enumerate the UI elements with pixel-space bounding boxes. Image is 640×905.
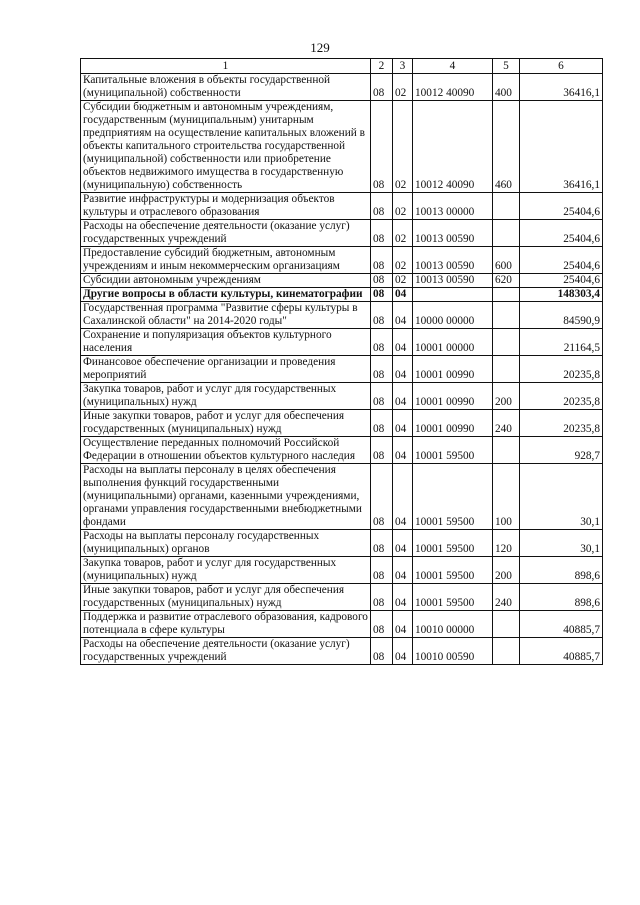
row-section: 08	[371, 557, 393, 584]
row-subsection: 02	[393, 101, 413, 193]
row-expense-type	[493, 611, 520, 638]
row-amount: 20235,8	[520, 356, 603, 383]
table-row	[81, 356, 603, 383]
row-amount: 25404,6	[520, 247, 603, 274]
row-amount: 25404,6	[520, 274, 603, 288]
header-col-4: 4	[413, 59, 493, 74]
row-amount: 20235,8	[520, 410, 603, 437]
row-subsection: 04	[393, 288, 413, 302]
row-expense-type	[493, 220, 520, 247]
row-expense-type	[493, 329, 520, 356]
row-subsection: 04	[393, 557, 413, 584]
row-section: 08	[371, 193, 393, 220]
table-row	[81, 410, 603, 437]
header-col-6: 6	[520, 59, 603, 74]
row-amount: 84590,9	[520, 302, 603, 329]
row-subsection: 02	[393, 74, 413, 101]
row-target-article: 10012 40090	[413, 101, 493, 193]
row-expense-type: 240	[493, 584, 520, 611]
row-section: 08	[371, 584, 393, 611]
row-expense-type: 400	[493, 74, 520, 101]
row-expense-type	[493, 288, 520, 302]
row-section: 08	[371, 220, 393, 247]
row-amount: 30,1	[520, 464, 603, 530]
row-amount: 898,6	[520, 584, 603, 611]
row-expense-type: 200	[493, 383, 520, 410]
row-expense-type	[493, 437, 520, 464]
budget-table	[80, 58, 603, 665]
row-section: 08	[371, 288, 393, 302]
header-col-3: 3	[393, 59, 413, 74]
row-target-article: 10013 00590	[413, 247, 493, 274]
row-subsection: 04	[393, 584, 413, 611]
row-subsection: 04	[393, 383, 413, 410]
row-expense-type: 460	[493, 101, 520, 193]
row-amount: 40885,7	[520, 638, 603, 665]
row-name: Расходы на выплаты персоналу государственных (муниципальных) органов	[81, 530, 371, 557]
row-target-article: 10010 00590	[413, 638, 493, 665]
row-expense-type: 620	[493, 274, 520, 288]
row-amount: 928,7	[520, 437, 603, 464]
row-name: Поддержка и развитие отраслевого образования, кадрового потенциала в сфере культуры	[81, 611, 371, 638]
table-row	[81, 329, 603, 356]
row-name: Иные закупки товаров, работ и услуг для обеспечения государственных (муниципальных) нужд	[81, 584, 371, 611]
row-name: Иные закупки товаров, работ и услуг для обеспечения государственных (муниципальных) нужд	[81, 410, 371, 437]
page-number: 129	[310, 40, 330, 55]
row-target-article: 10001 00000	[413, 329, 493, 356]
row-subsection: 04	[393, 611, 413, 638]
table-row	[81, 638, 603, 665]
row-name: Государственная программа "Развитие сферы культуры в Сахалинской области" на 2014-2020 годы"	[81, 302, 371, 329]
row-target-article: 10001 59500	[413, 557, 493, 584]
table-row	[81, 247, 603, 274]
row-amount: 30,1	[520, 530, 603, 557]
table-row	[81, 437, 603, 464]
row-section: 08	[371, 101, 393, 193]
row-target-article: 10001 59500	[413, 530, 493, 557]
table-body	[81, 74, 603, 665]
row-name: Предоставление субсидий бюджетным, автономным учреждениям и иным некоммерческим организациям	[81, 247, 371, 274]
row-expense-type: 600	[493, 247, 520, 274]
row-target-article: 10013 00590	[413, 274, 493, 288]
row-expense-type: 200	[493, 557, 520, 584]
row-expense-type: 100	[493, 464, 520, 530]
row-amount: 25404,6	[520, 220, 603, 247]
row-name: Финансовое обеспечение организации и проведения мероприятий	[81, 356, 371, 383]
row-subsection: 04	[393, 356, 413, 383]
table-row	[81, 274, 603, 288]
header-row	[81, 59, 603, 74]
row-name: Другие вопросы в области культуры, кинематографии	[81, 288, 371, 302]
row-section: 08	[371, 410, 393, 437]
table-row	[81, 74, 603, 101]
row-target-article	[413, 288, 493, 302]
row-target-article: 10010 00000	[413, 611, 493, 638]
table-row	[81, 101, 603, 193]
row-name: Капитальные вложения в объекты государственной (муниципальной) собственности	[81, 74, 371, 101]
row-amount: 25404,6	[520, 193, 603, 220]
row-target-article: 10001 59500	[413, 584, 493, 611]
header-col-5: 5	[493, 59, 520, 74]
row-subsection: 04	[393, 464, 413, 530]
table-row	[81, 193, 603, 220]
row-amount: 21164,5	[520, 329, 603, 356]
row-section: 08	[371, 247, 393, 274]
row-target-article: 10001 00990	[413, 356, 493, 383]
table-row	[81, 383, 603, 410]
row-section: 08	[371, 302, 393, 329]
row-target-article: 10001 00990	[413, 383, 493, 410]
row-section: 08	[371, 464, 393, 530]
row-target-article: 10001 00990	[413, 410, 493, 437]
table-row	[81, 220, 603, 247]
row-target-article: 10013 00000	[413, 193, 493, 220]
row-amount: 40885,7	[520, 611, 603, 638]
row-subsection: 04	[393, 410, 413, 437]
row-section: 08	[371, 530, 393, 557]
table-header	[81, 59, 603, 74]
row-name: Закупка товаров, работ и услуг для государственных (муниципальных) нужд	[81, 557, 371, 584]
row-name: Субсидии автономным учреждениям	[81, 274, 371, 288]
table-row	[81, 530, 603, 557]
row-expense-type	[493, 638, 520, 665]
row-name: Осуществление переданных полномочий Российской Федерации в отношении объектов культурного наследия	[81, 437, 371, 464]
row-target-article: 10000 00000	[413, 302, 493, 329]
table-row	[81, 302, 603, 329]
row-section: 08	[371, 437, 393, 464]
row-name: Субсидии бюджетным и автономным учреждениям, государственным (муниципальным) унитарным предприятиям на осуществление капитальных вложений в объекты капитального строительства государственной (муниципальной) собственности или приобретение объектов недвижимого имущества в государственную (муниципальную) собственность	[81, 101, 371, 193]
row-subsection: 02	[393, 220, 413, 247]
row-expense-type	[493, 193, 520, 220]
row-name: Расходы на обеспечение деятельности (оказание услуг) государственных учреждений	[81, 220, 371, 247]
row-subsection: 02	[393, 274, 413, 288]
row-section: 08	[371, 329, 393, 356]
table-row	[81, 584, 603, 611]
row-subsection: 02	[393, 247, 413, 274]
row-expense-type: 240	[493, 410, 520, 437]
row-section: 08	[371, 638, 393, 665]
row-amount: 20235,8	[520, 383, 603, 410]
row-expense-type: 120	[493, 530, 520, 557]
row-subsection: 04	[393, 437, 413, 464]
row-subsection: 04	[393, 638, 413, 665]
row-name: Развитие инфраструктуры и модернизация объектов культуры и отраслевого образования	[81, 193, 371, 220]
row-expense-type	[493, 302, 520, 329]
row-name: Расходы на выплаты персоналу в целях обеспечения выполнения функций государственными (муниципальными) органами, казенными учреждениями, органами управления государственными внебюджетными фондами	[81, 464, 371, 530]
row-name: Закупка товаров, работ и услуг для государственных (муниципальных) нужд	[81, 383, 371, 410]
table-row	[81, 288, 603, 302]
row-amount: 36416,1	[520, 74, 603, 101]
row-subsection: 04	[393, 530, 413, 557]
row-name: Сохранение и популяризация объектов культурного населения	[81, 329, 371, 356]
header-col-1: 1	[81, 59, 371, 74]
row-subsection: 04	[393, 329, 413, 356]
row-target-article: 10013 00590	[413, 220, 493, 247]
row-target-article: 10012 40090	[413, 74, 493, 101]
header-col-2: 2	[371, 59, 393, 74]
row-target-article: 10001 59500	[413, 464, 493, 530]
row-expense-type	[493, 356, 520, 383]
row-target-article: 10001 59500	[413, 437, 493, 464]
row-subsection: 04	[393, 302, 413, 329]
table-row	[81, 611, 603, 638]
row-section: 08	[371, 383, 393, 410]
row-amount: 898,6	[520, 557, 603, 584]
row-amount: 36416,1	[520, 101, 603, 193]
row-section: 08	[371, 356, 393, 383]
row-name: Расходы на обеспечение деятельности (оказание услуг) государственных учреждений	[81, 638, 371, 665]
row-subsection: 02	[393, 193, 413, 220]
row-section: 08	[371, 611, 393, 638]
row-section: 08	[371, 74, 393, 101]
row-section: 08	[371, 274, 393, 288]
row-amount: 148303,4	[520, 288, 603, 302]
table-row	[81, 464, 603, 530]
table-row	[81, 557, 603, 584]
